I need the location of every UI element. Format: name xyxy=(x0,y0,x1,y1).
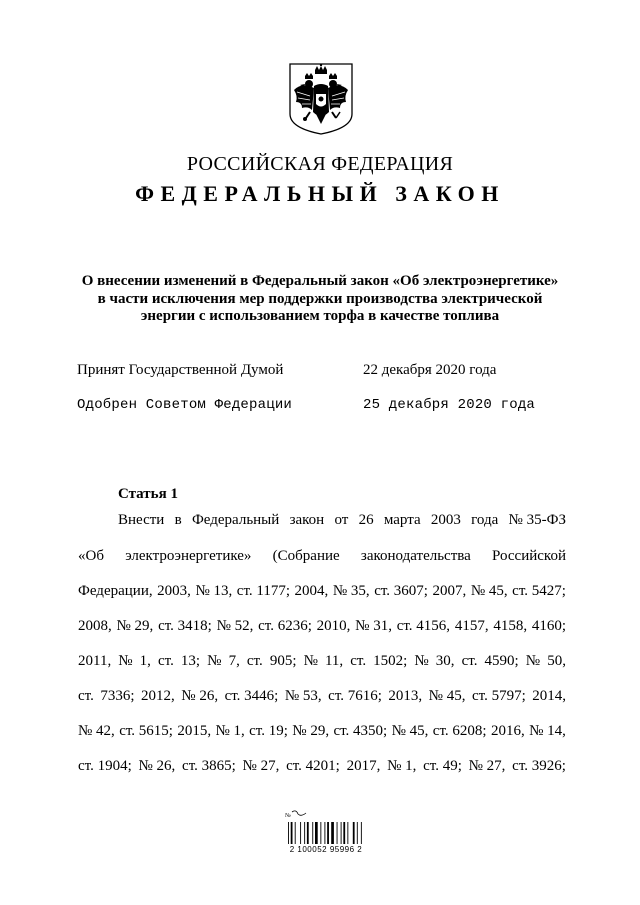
article-word: 2003, xyxy=(157,583,191,599)
article-word: № 1, xyxy=(215,723,245,739)
article-word: ст. xyxy=(78,688,94,704)
law-title-line: О внесении изменений в Федеральный закон «Об электроэнергетике» xyxy=(81,273,559,289)
article-word: 4157, xyxy=(454,618,489,634)
article-word: 905; xyxy=(269,653,297,669)
article-word: 2015, xyxy=(177,723,212,739)
article-text-line xyxy=(78,653,566,670)
article-word: ст. 6236; xyxy=(258,618,312,634)
article-word: Федерации, xyxy=(78,583,153,599)
article-word: ст. 19; xyxy=(249,723,288,739)
article-word: 26 xyxy=(358,512,374,528)
article-word: ст. 5427; xyxy=(512,583,566,599)
article-word: ст. 3446; xyxy=(224,688,279,704)
article-word: 11, xyxy=(324,653,344,669)
article-word: ст. 5615; xyxy=(119,723,173,739)
article-word: № 53, xyxy=(284,688,322,704)
article-word: 7, xyxy=(228,653,240,669)
article-word: 50, xyxy=(547,653,566,669)
article-word: ст. xyxy=(158,653,174,669)
article-word: (Собрание xyxy=(272,548,340,564)
article-word: 2012, xyxy=(141,688,175,704)
article-text-line xyxy=(78,583,566,600)
article-word: ст. 4201; xyxy=(286,758,340,774)
article-text-line xyxy=(78,618,566,635)
article-word: 4590; xyxy=(484,653,519,669)
article-word: 2011, xyxy=(78,653,112,669)
article-word: 2008, xyxy=(78,618,112,634)
article-word: № 45, xyxy=(470,583,508,599)
barcode-icon xyxy=(282,810,372,846)
article-text-line xyxy=(118,512,566,529)
article-word: 2014, xyxy=(532,688,566,704)
article-word: ст. 49; xyxy=(423,758,462,774)
article-word: № xyxy=(207,653,222,669)
article-word: Федеральный xyxy=(191,512,280,528)
article-word: ст. 4156, xyxy=(396,618,451,634)
article-word: № 27, xyxy=(468,758,506,774)
article-word: ст. 3926; xyxy=(512,758,566,774)
article-word: 2016, xyxy=(490,723,525,739)
article-word: ст. 5797; xyxy=(471,688,526,704)
duma-adoption-date: 22 декабря 2020 года xyxy=(363,362,497,378)
article-word: закон xyxy=(289,512,325,528)
law-title-line: в части исключения мер поддержки производства электрической xyxy=(97,290,543,307)
council-approval-label: Одобрен Советом Федерации xyxy=(77,397,293,413)
article-text-line xyxy=(78,758,566,775)
article-word: ст. 1904; xyxy=(78,758,132,774)
article-word: 2010, xyxy=(316,618,351,634)
article-word: № 42, xyxy=(78,723,115,739)
article-word: № 26, xyxy=(181,688,219,704)
document-type: ФЕДЕРАЛЬНЫЙ ЗАКОН xyxy=(135,181,505,206)
article-word: № 31, xyxy=(355,618,392,634)
article-word: ст. 4350; xyxy=(333,723,388,739)
article-word: 4160; xyxy=(531,618,566,634)
article-word: № 13, xyxy=(195,583,233,599)
article-word: ст. xyxy=(461,653,478,669)
council-approval-date: 25 декабря 2020 года xyxy=(363,397,536,413)
article-word: № xyxy=(414,653,429,669)
article-word: № 29, xyxy=(116,618,154,634)
article-word: 2007, xyxy=(432,583,467,599)
article-word: ст. 3865; xyxy=(182,758,236,774)
article-text-line xyxy=(78,723,566,740)
article-word: № 35-ФЗ xyxy=(508,512,566,528)
article-text-line xyxy=(78,688,566,705)
barcode xyxy=(282,810,372,870)
article-word: 2013, xyxy=(388,688,423,704)
article-word: в xyxy=(174,512,182,528)
article-word: ст. 6208; xyxy=(432,723,487,739)
russian-coat-of-arms-icon xyxy=(288,62,354,136)
country-name: РОССИЙСКАЯ ФЕДЕРАЦИЯ xyxy=(186,153,454,175)
article-word: законодательства xyxy=(360,548,471,564)
article-word: «Об xyxy=(78,548,104,564)
law-title-line: энергии с использованием торфа в качестве топлива xyxy=(140,308,500,324)
article-word: электроэнергетике» xyxy=(125,548,252,564)
article-word: Внести xyxy=(118,512,165,528)
article-text-line xyxy=(78,548,566,565)
article-word: года xyxy=(471,512,499,528)
article-word: № 45, xyxy=(391,723,429,739)
article-word: № 35, xyxy=(332,583,370,599)
svg-text:№​: №​ xyxy=(285,813,291,819)
article-word: ст. 3418; xyxy=(158,618,212,634)
article-word: № 1, xyxy=(387,758,417,774)
article-word: № xyxy=(525,653,541,669)
article-word: 2017, xyxy=(346,758,381,774)
article-word: ст. 1177; xyxy=(236,583,290,599)
article-word: ст. 3607; xyxy=(374,583,428,599)
article-word: ст. 7616; xyxy=(328,688,382,704)
article-word: 1502; xyxy=(373,653,408,669)
barcode-number: 2 100052 95996 2 xyxy=(289,845,363,854)
article-word: ст. xyxy=(246,653,263,669)
article-word: 7336; xyxy=(100,688,135,704)
law-title xyxy=(60,273,580,326)
article-word: ст. xyxy=(350,653,367,669)
article-word: 4158, xyxy=(493,618,528,634)
duma-adoption-label: Принят Государственной Думой xyxy=(77,362,284,378)
article-word: № 52, xyxy=(216,618,254,634)
article-word: марта xyxy=(383,512,421,528)
article-word: 2004, xyxy=(294,583,329,599)
article-word: № 26, xyxy=(138,758,176,774)
article-word: № 27, xyxy=(242,758,280,774)
article-word: № 14, xyxy=(529,723,566,739)
article-word: 13; xyxy=(180,653,201,669)
article-word: № xyxy=(118,653,133,669)
article-word: 2003 xyxy=(430,512,461,528)
article-word: 30, xyxy=(435,653,455,669)
article-heading: Статья 1 xyxy=(118,486,178,502)
article-word: № 29, xyxy=(292,723,330,739)
article-word: от xyxy=(334,512,349,528)
article-word: № 45, xyxy=(428,688,466,704)
article-word: Российской xyxy=(492,548,566,564)
article-word: 1, xyxy=(139,653,151,669)
article-word: № xyxy=(303,653,318,669)
